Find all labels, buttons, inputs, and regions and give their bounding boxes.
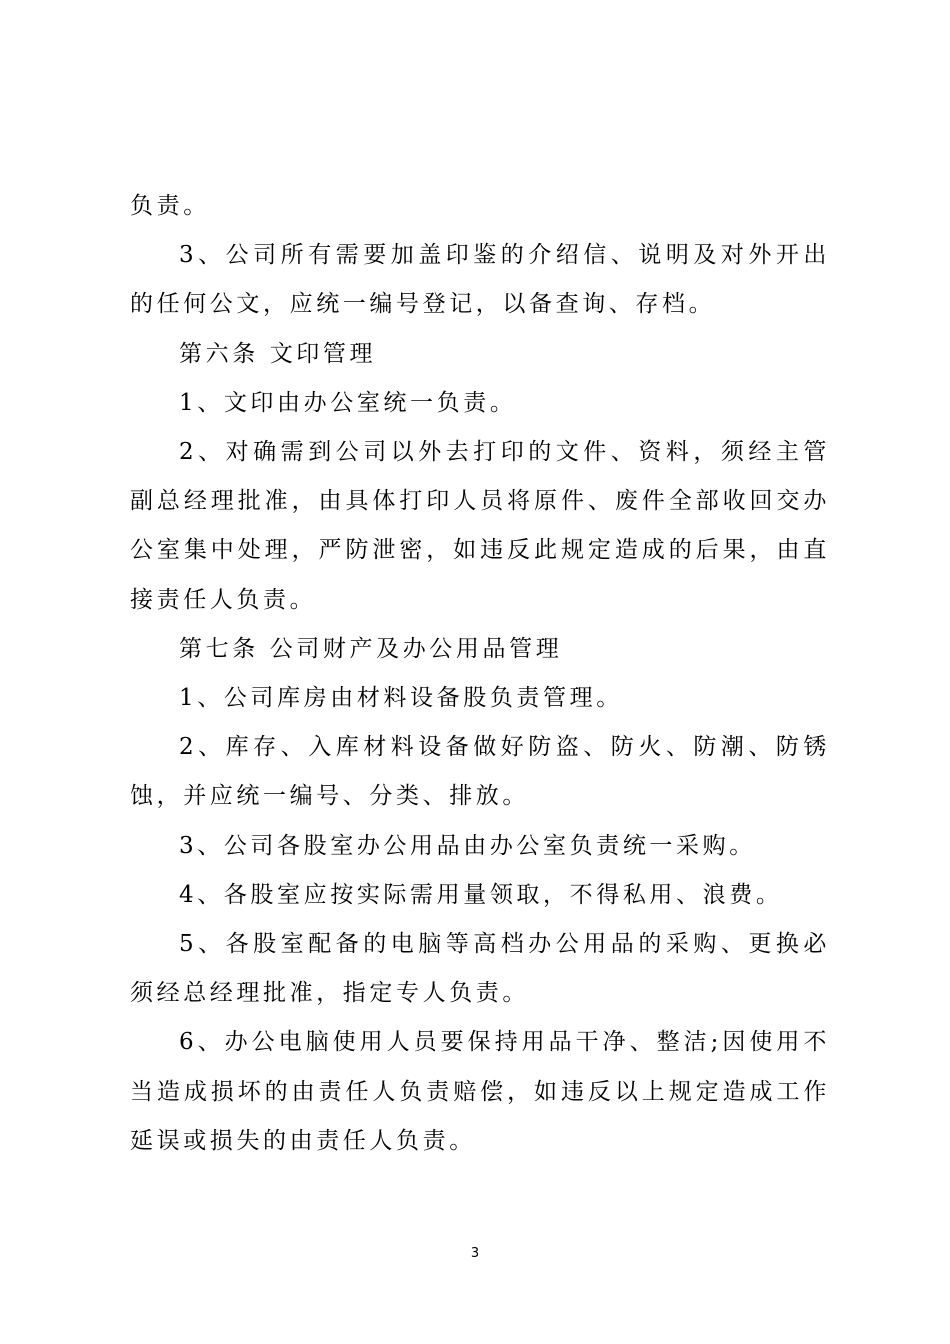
paragraph-item-4-usage: 4、各股室应按实际需用量领取，不得私用、浪费。	[179, 881, 783, 908]
paragraph-item-3-purchasing: 3、公司各股室办公用品由办公室负责统一采购。	[179, 832, 756, 859]
paragraph-item-2-inventory: 2、库存、入库材料设备做好防盗、防火、防潮、防锈蚀，并应统一编号、分类、排放。	[130, 734, 830, 810]
paragraph-item-6-computer-users: 6、办公电脑使用人员要保持用品干净、整洁;因使用不当造成损坏的由责任人负责赔偿，如违反以上规定造成工作延误或损失的由责任人负责。	[130, 1029, 830, 1154]
paragraph-item-5-computers: 5、各股室配备的电脑等高档办公用品的采购、更换必须经总经理批准，指定专人负责。	[130, 931, 830, 1007]
article-7-heading: 第七条 公司财产及办公用品管理	[179, 635, 563, 662]
paragraph-continuation: 负责。	[130, 193, 210, 219]
paragraph-item-3-seal-letters: 3、公司所有需要加盖印鉴的介绍信、说明及对外开出的任何公文，应统一编号登记，以备查询、存档。	[130, 242, 830, 318]
paragraph-item-1-printing: 1、文印由办公室统一负责。	[179, 389, 517, 416]
document-body	[130, 182, 830, 1166]
paragraph-item-1-warehouse: 1、公司库房由材料设备股负责管理。	[179, 685, 623, 712]
page-number: 3	[470, 1246, 480, 1261]
paragraph-item-2-external-printing: 2、对确需到公司以外去打印的文件、资料，须经主管副总经理批准，由具体打印人员将原件、废件全部收回交办公室集中处理，严防泄密，如违反此规定造成的后果，由直接责任人负责。	[130, 439, 830, 613]
article-6-heading: 第六条 文印管理	[179, 340, 377, 367]
